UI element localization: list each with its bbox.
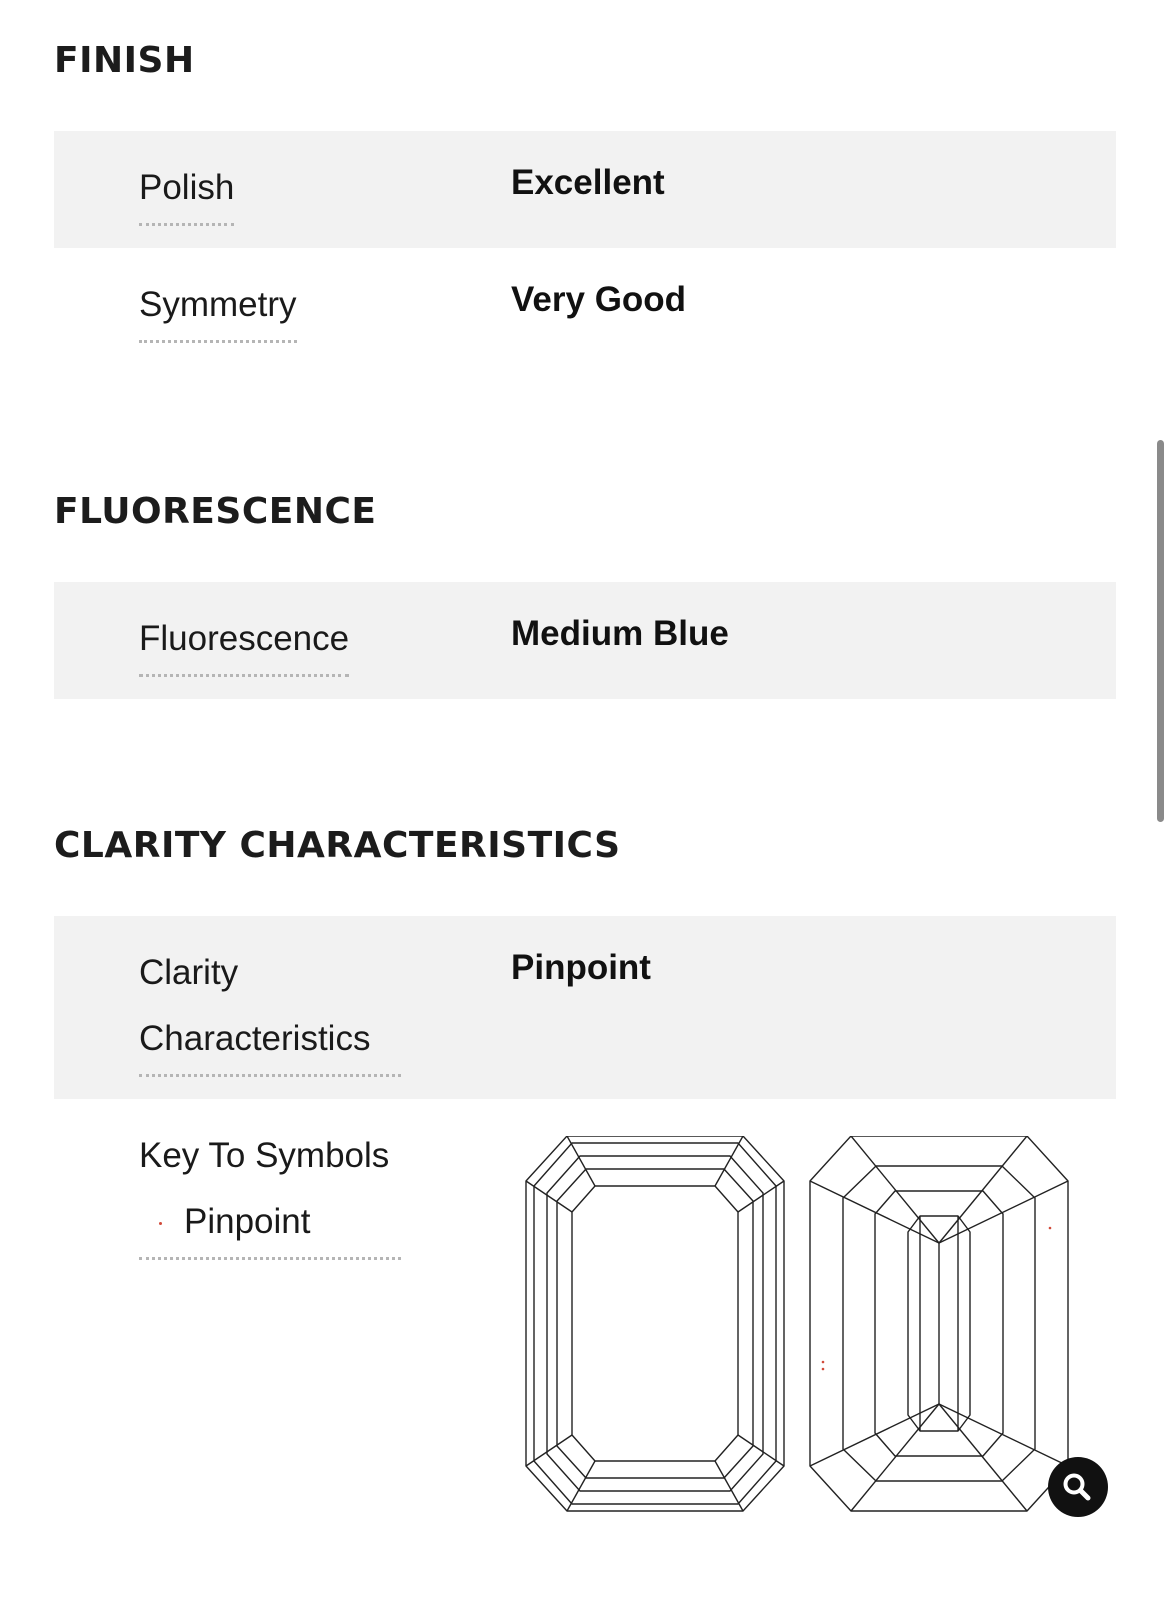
symmetry-value: Very Good	[511, 280, 687, 319]
magnifier-icon	[1048, 1457, 1108, 1517]
finish-section-title: FINISH	[54, 40, 195, 81]
key-to-symbols-label[interactable]	[139, 1123, 401, 1260]
pinpoint-symbol-label: Pinpoint	[184, 1202, 311, 1241]
clarity-value: Pinpoint	[511, 948, 651, 987]
pavilion-view	[810, 1136, 1068, 1511]
fluorescence-row	[54, 582, 1116, 699]
clarity-label-line2: Characteristics	[139, 1019, 371, 1058]
fluorescence-value: Medium Blue	[511, 614, 729, 653]
fluorescence-section-title: FLUORESCENCE	[54, 491, 377, 532]
symmetry-label[interactable]: Symmetry	[139, 272, 297, 343]
finish-row-polish	[54, 131, 1116, 248]
fluorescence-label[interactable]: Fluorescence	[139, 606, 349, 677]
polish-value: Excellent	[511, 163, 665, 202]
finish-row-symmetry	[54, 248, 1116, 365]
clarity-label-line1: Clarity	[139, 953, 239, 992]
key-to-symbols-title: Key To Symbols	[139, 1136, 390, 1175]
crown-view	[526, 1136, 784, 1511]
vertical-scrollbar[interactable]	[1157, 440, 1164, 822]
clarity-row	[54, 916, 1116, 1099]
red-dot-icon	[159, 1222, 162, 1225]
pinpoint-marks	[822, 1227, 1052, 1371]
clarity-characteristics-label[interactable]	[139, 940, 401, 1077]
zoom-button[interactable]	[1048, 1457, 1108, 1517]
polish-label[interactable]: Polish	[139, 155, 234, 226]
clarity-section-title: CLARITY CHARACTERISTICS	[54, 825, 621, 866]
clarity-plot-diagram[interactable]	[520, 1136, 1080, 1520]
